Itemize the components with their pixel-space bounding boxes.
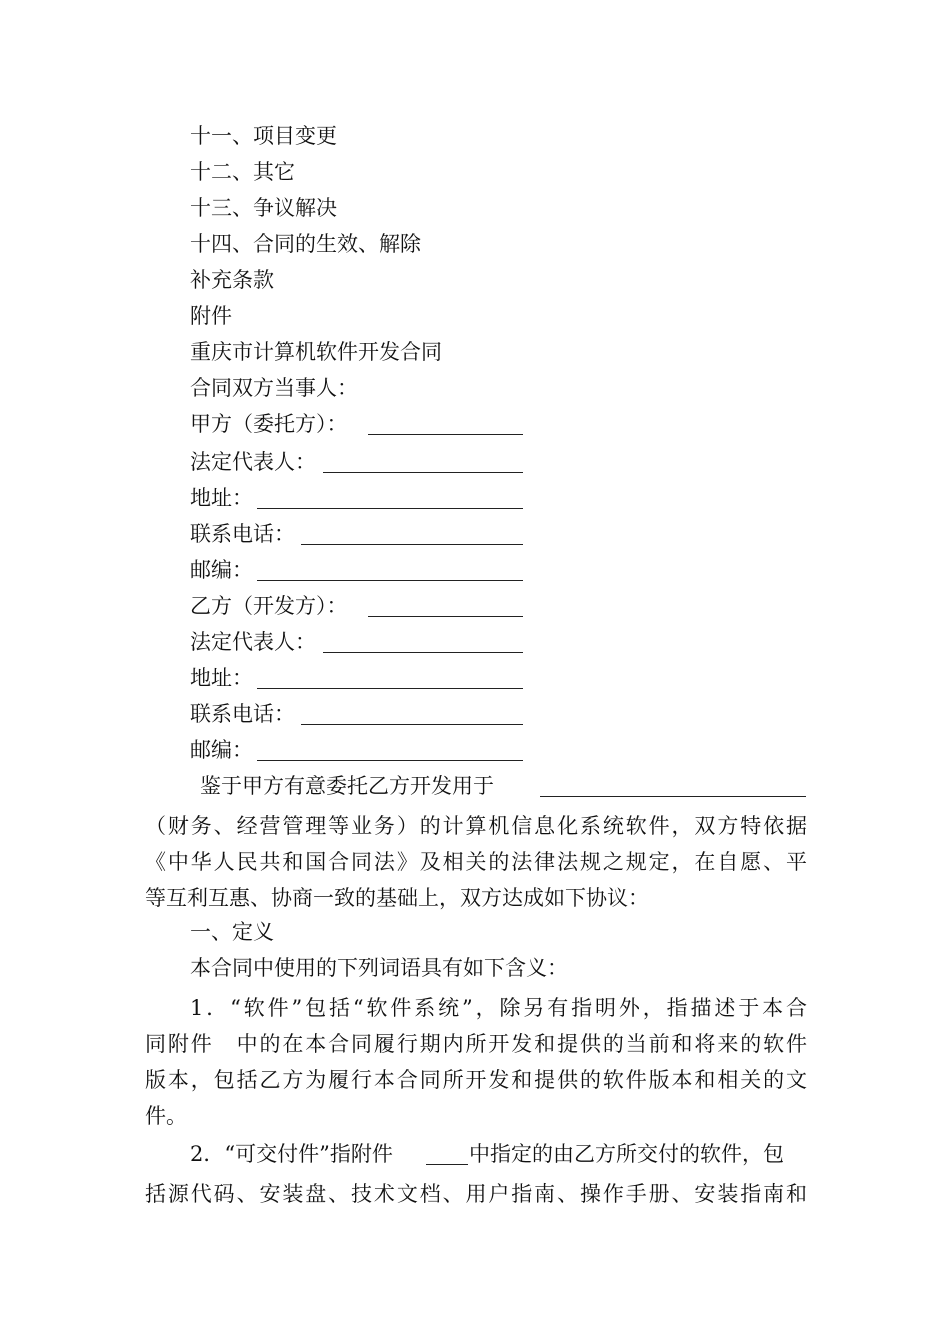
toc-item-11: 十一、项目变更 — [190, 124, 337, 148]
toc-item-13: 十三、争议解决 — [190, 196, 337, 220]
party-a-phone-blank — [301, 544, 523, 545]
toc-item-12: 十二、其它 — [190, 160, 295, 184]
preamble-line-4: 等互利互惠、协商一致的基础上，双方达成如下协议： — [145, 886, 649, 910]
preamble-purpose-blank — [540, 796, 806, 797]
toc-item-appendix: 附件 — [190, 304, 232, 328]
toc-item-14: 十四、合同的生效、解除 — [190, 232, 421, 256]
party-a-phone-label: 联系电话： — [190, 522, 295, 546]
clause-2-line-2: 括源代码、安装盘、技术文档、用户指南、操作手册、安装指南和 — [145, 1182, 807, 1206]
party-a-label: 甲方（委托方）： — [190, 412, 348, 436]
party-a-postcode-label: 邮编： — [190, 558, 253, 582]
section-1-intro: 本合同中使用的下列词语具有如下含义： — [190, 956, 568, 980]
party-a-blank — [368, 434, 523, 435]
clause-2-appendix-blank — [426, 1164, 468, 1165]
parties-heading: 合同双方当事人： — [190, 376, 358, 400]
preamble-line-2: （财务、经营管理等业务）的计算机信息化系统软件，双方特依据 — [145, 814, 807, 838]
party-a-address-label: 地址： — [190, 486, 253, 510]
party-b-phone-label: 联系电话： — [190, 702, 295, 726]
clause-2-part-2: 中指定的由乙方所交付的软件，包 — [469, 1142, 784, 1166]
clause-2-part-1: 2．“可交付件”指附件 — [190, 1142, 393, 1166]
clause-1-line-3: 版本，包括乙方为履行本合同所开发和提供的软件版本和相关的文 — [145, 1068, 807, 1092]
contract-title: 重庆市计算机软件开发合同 — [190, 340, 442, 364]
party-b-postcode-blank — [257, 760, 523, 761]
preamble-line-1: 鉴于甲方有意委托乙方开发用于 — [200, 774, 494, 798]
toc-item-supplement: 补充条款 — [190, 268, 274, 292]
party-b-postcode-label: 邮编： — [190, 738, 253, 762]
party-a-postcode-blank — [257, 580, 523, 581]
party-b-phone-blank — [301, 724, 523, 725]
clause-1-line-2: 同附件 中的在本合同履行期内所开发和提供的当前和将来的软件 — [145, 1032, 807, 1056]
party-b-label: 乙方（开发方）： — [190, 594, 348, 618]
party-b-rep-label: 法定代表人： — [190, 630, 316, 654]
party-a-rep-blank — [323, 472, 523, 473]
party-b-address-blank — [257, 688, 523, 689]
clause-1-line-4: 件。 — [145, 1104, 187, 1128]
party-a-rep-label: 法定代表人： — [190, 450, 316, 474]
party-a-address-blank — [257, 508, 523, 509]
party-b-address-label: 地址： — [190, 666, 253, 690]
section-1-heading: 一、定义 — [190, 920, 274, 944]
party-b-blank — [368, 616, 523, 617]
preamble-line-3: 《中华人民共和国合同法》及相关的法律法规之规定，在自愿、平 — [145, 850, 807, 874]
clause-1-line-1: 1．“软件”包括“软件系统”，除另有指明外，指描述于本合 — [190, 996, 807, 1020]
party-b-rep-blank — [323, 652, 523, 653]
